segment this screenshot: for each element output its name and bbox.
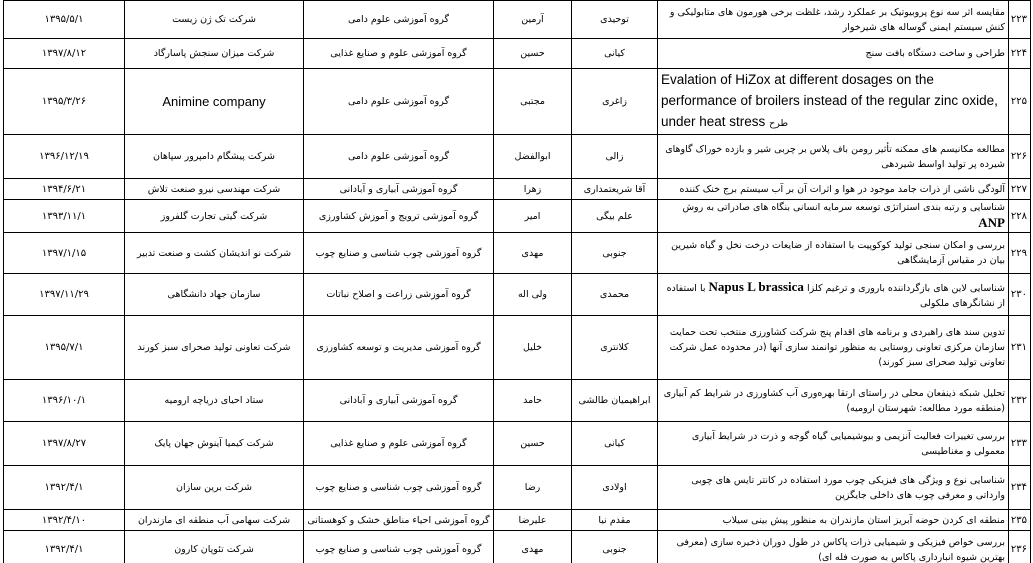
department: گروه آموزشی علوم و صنایع غذایی [304,39,494,69]
last-name: مقدم نیا [572,510,658,531]
project-title: طراحی و ساخت دستگاه بافت سنج [658,39,1009,69]
last-name: توحیدی [572,1,658,39]
contract-date: ۱۳۹۷/۸/۲۷ [4,422,125,466]
contract-date: ۱۳۹۵/۵/۱ [4,1,125,39]
row-number: ۲۳۴ [1009,466,1031,510]
last-name: جنوبی [572,233,658,274]
department: گروه آموزشی علوم دامی [304,1,494,39]
company: شرکت مهندسی نیرو صنعت تلاش [125,179,304,200]
first-name: خلیل [494,316,572,380]
title-prefix: طرح [769,118,789,129]
last-name: جنوبی [572,531,658,563]
contract-date: ۱۳۹۴/۶/۲۱ [4,179,125,200]
project-title: آلودگی ناشی از ذرات جامد موجود در هوا و اثرات آن بر آب سیستم برج خنک کننده [658,179,1009,200]
last-name: اولادی [572,466,658,510]
project-title-text: Evalation of HiZox at different dosages on the performance of broilers instead of the regular zinc oxide, under heat stress [661,72,998,129]
first-name: مجتبی [494,69,572,135]
department: گروه آموزشی چوب شناسی و صنایع چوب [304,233,494,274]
contract-date: ۱۳۹۵/۳/۲۶ [4,69,125,135]
first-name: حامد [494,380,572,422]
department: گروه آموزشی چوب شناسی و صنایع چوب [304,531,494,563]
contract-date: ۱۳۹۲/۴/۱۰ [4,510,125,531]
last-name: محمدی [572,274,658,316]
company: شرکت تک ژن زیست [125,1,304,39]
company: شرکت کیمیا آینوش جهان پایک [125,422,304,466]
title-suffix: با استفاده از نشانگرهای ملکولی [666,282,1005,309]
department: گروه آموزشی آبیاری و آبادانی [304,179,494,200]
project-title [658,69,1009,135]
department: گروه آموزشی آبیاری و آبادانی [304,380,494,422]
row-number: ۲۳۵ [1009,510,1031,531]
first-name: حسین [494,422,572,466]
table-row [4,69,1031,135]
row-number: ۲۲۷ [1009,179,1031,200]
first-name: ولی اله [494,274,572,316]
row-number: ۲۲۹ [1009,233,1031,274]
row-number: ۲۲۸ [1009,200,1031,233]
row-number: ۲۲۴ [1009,39,1031,69]
last-name: زالی [572,135,658,179]
contract-date: ۱۳۹۶/۱۰/۱ [4,380,125,422]
department: گروه آموزشی علوم دامی [304,135,494,179]
project-title-text: شناسایی و رتبه بندی استراتژی توسعه سرمایه انسانی بنگاه های صادراتی به روش [682,202,1005,213]
first-name: مهدی [494,531,572,563]
department: گروه آموزشی زراعت و اصلاح نباتات [304,274,494,316]
project-title: بررسی تغییرات فعالیت آنزیمی و بیوشیمیایی گیاه گوجه و ذرت در شرایط آبیاری معمولی و مغناطیسی [658,422,1009,466]
project-title: تحلیل شبکه ذینفعان محلی در راستای ارتقا بهره‌وری آب کشاورزی در شرایط کم آبیاری (منطقه مورد مطالعه: شهرستان ارومیه) [658,380,1009,422]
project-title: مقایسه اثر سه نوع پروبیوتیک بر عملکرد رشد، غلظت برخی هورمون های متابولیکی و کنش سیستم ایمنی گوساله های شیرخوار [658,1,1009,39]
company: شرکت نو اندیشان کشت و صنعت تدبیر [125,233,304,274]
first-name: ابوالفضل [494,135,572,179]
row-number: ۲۳۲ [1009,380,1031,422]
row-number: ۲۳۰ [1009,274,1031,316]
contract-date: ۱۳۹۳/۱۱/۱ [4,200,125,233]
company: ستاد احیای دریاچه ارومیه [125,380,304,422]
table-row [4,1,1031,39]
row-number: ۲۲۳ [1009,1,1031,39]
first-name: آرمین [494,1,572,39]
last-name: کیانی [572,422,658,466]
department: گروه آموزشی احیاء مناطق خشک و کوهستانی [304,510,494,531]
last-name: زاغری [572,69,658,135]
company: شرکت برین سازان [125,466,304,510]
department: گروه آموزشی علوم دامی [304,69,494,135]
contract-date: ۱۳۹۷/۱۱/۲۹ [4,274,125,316]
table-row [4,179,1031,200]
contract-date: ۱۳۹۷/۸/۱۲ [4,39,125,69]
first-name: امیر [494,200,572,233]
last-name: کیانی [572,39,658,69]
last-name: علم بیگی [572,200,658,233]
company: شرکت سهامی آب منطقه ای مازندران [125,510,304,531]
department: گروه آموزشی ترویج و آموزش کشاورزی [304,200,494,233]
table-row [4,200,1031,233]
table-row [4,510,1031,531]
first-name: زهرا [494,179,572,200]
project-title: شناسایی نوع و ویژگی های فیزیکی چوب مورد استفاده در کانتر تایس های چوبی وارداتی و معرفی چوب های داخلی جایگزین [658,466,1009,510]
last-name: ابراهیمیان طالشی [572,380,658,422]
department: گروه آموزشی مدیریت و توسعه کشاورزی [304,316,494,380]
project-title: تدوین سند های راهبردی و برنامه های اقدام پنج شرکت کشاورزی منتخب تحت حمایت سازمان مرکزی تعاونی روستایی به منظور توانمند سازی آنها (در محدوده عمل شرکت تعاونی تولید صحرای سبز کورند) [658,316,1009,380]
first-name: علیرضا [494,510,572,531]
contract-date: ۱۳۹۲/۴/۱ [4,466,125,510]
title-latin: ANP [978,215,1005,230]
department: گروه آموزشی علوم و صنایع غذایی [304,422,494,466]
company: Animine company [125,69,304,135]
last-name: آقا شریعتمداری [572,179,658,200]
table-row [4,466,1031,510]
table-row [4,233,1031,274]
row-number: ۲۲۵ [1009,69,1031,135]
project-title [658,200,1009,233]
company: شرکت پیشگام دامپرور سپاهان [125,135,304,179]
table-row [4,531,1031,563]
row-number: ۲۳۶ [1009,531,1031,563]
row-number: ۲۳۳ [1009,422,1031,466]
project-title: منطقه ای کردن حوضه آبریز استان مازندران به منظور پیش بینی سیلاب [658,510,1009,531]
project-title: مطالعه مکانیسم های ممکنه تأثیر رومن باف پلاس بر چربی شیر و بازده خوراک گاوهای شیرده پر تولید اواسط شیردهی [658,135,1009,179]
table-row [4,380,1031,422]
row-number: ۲۲۶ [1009,135,1031,179]
contract-date: ۱۳۹۲/۴/۱ [4,531,125,563]
first-name: حسین [494,39,572,69]
project-title: بررسی خواص فیزیکی و شیمیایی ذرات پاکاس در طول دوران ذخیره سازی (معرفی بهترین شیوه انبارداری پاکاس به صورت فله ای) [658,531,1009,563]
company: سازمان جهاد دانشگاهی [125,274,304,316]
projects-table [3,0,1031,563]
department: گروه آموزشی چوب شناسی و صنایع چوب [304,466,494,510]
project-title-text: شناسایی لاین های بازگرداننده باروری و ترغیم کلزا [806,282,1005,294]
company: شرکت تعاونی تولید صحرای سبز کورند [125,316,304,380]
first-name: رضا [494,466,572,510]
contract-date: ۱۳۹۷/۱/۱۵ [4,233,125,274]
first-name: مهدی [494,233,572,274]
company: شرکت تئوپان کارون [125,531,304,563]
table-row [4,422,1031,466]
table-row [4,316,1031,380]
project-title [658,274,1009,316]
company: شرکت گیتی تجارت گلفروز [125,200,304,233]
company: شرکت میزان سنجش پاسارگاد [125,39,304,69]
table-row [4,39,1031,69]
table-row [4,135,1031,179]
title-latin: Napus L brassica [708,278,804,294]
row-number: ۲۳۱ [1009,316,1031,380]
project-title: بررسی و امکان سنجی تولید کوکوپیت با استفاده از ضایعات درخت نخل و گیاه شیرین بیان در مقیاس آزمایشگاهی [658,233,1009,274]
contract-date: ۱۳۹۵/۷/۱ [4,316,125,380]
last-name: کلانتری [572,316,658,380]
contract-date: ۱۳۹۶/۱۲/۱۹ [4,135,125,179]
table-row [4,274,1031,316]
